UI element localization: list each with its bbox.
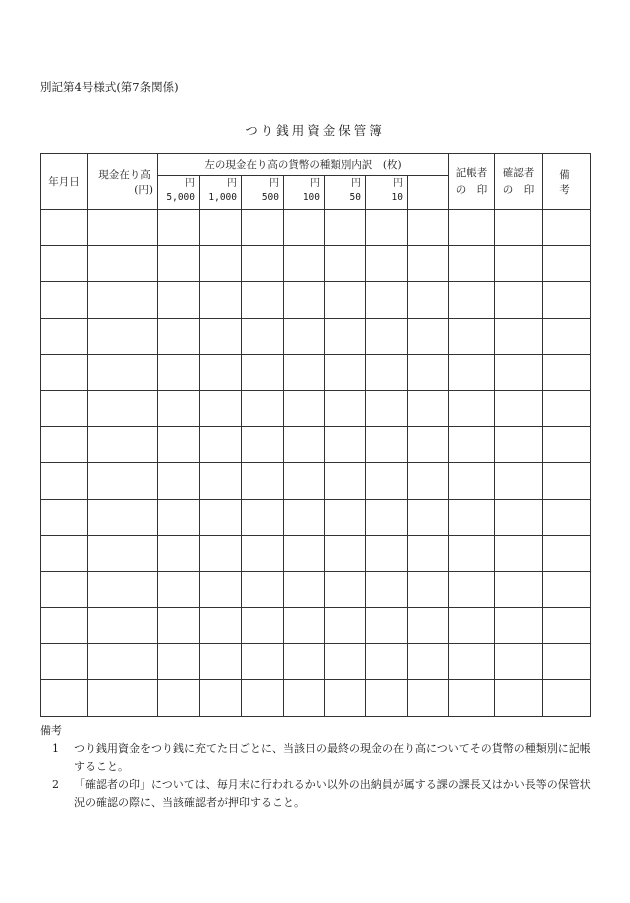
table-cell[interactable] [88, 427, 158, 463]
table-cell[interactable] [200, 644, 242, 680]
table-cell[interactable] [543, 463, 591, 499]
table-cell[interactable] [242, 390, 284, 426]
header-denomination-3 [284, 176, 325, 210]
page-title: つり銭用資金保管簿 [245, 123, 385, 138]
table-cell[interactable] [366, 318, 408, 354]
table-cell[interactable] [543, 608, 591, 644]
table-cell[interactable] [88, 354, 158, 390]
header-recorder-line2: の 印 [455, 183, 488, 196]
table-cell[interactable] [88, 499, 158, 535]
table-cell[interactable] [495, 354, 543, 390]
table-cell[interactable] [408, 282, 449, 318]
table-cell[interactable] [543, 644, 591, 680]
header-denomination-2 [242, 176, 284, 210]
table-cell[interactable] [543, 318, 591, 354]
table-cell[interactable] [242, 463, 284, 499]
table-cell[interactable] [200, 427, 242, 463]
table-cell[interactable] [366, 246, 408, 282]
table-cell[interactable] [495, 246, 543, 282]
note-text: つり銭用資金をつり銭に充てた日ごとに、当該日の最終の現金の在り高についてその貨幣の種類別に記帳すること。 [74, 742, 591, 773]
table-cell[interactable] [158, 246, 200, 282]
table-cell[interactable] [325, 644, 366, 680]
table-cell[interactable] [449, 390, 495, 426]
table-cell[interactable] [543, 499, 591, 535]
table-cell[interactable] [200, 571, 242, 607]
table-cell[interactable] [408, 246, 449, 282]
denomination-unit: 円 [227, 178, 237, 189]
table-cell[interactable] [449, 246, 495, 282]
table-cell[interactable] [495, 282, 543, 318]
table-cell[interactable] [41, 463, 88, 499]
table-cell[interactable] [242, 210, 284, 246]
table-cell[interactable] [41, 427, 88, 463]
table-cell[interactable] [88, 463, 158, 499]
header-cash-unit: (円) [134, 183, 153, 196]
table-cell[interactable] [495, 535, 543, 571]
table-cell[interactable] [200, 608, 242, 644]
table-cell[interactable] [408, 499, 449, 535]
table-cell[interactable] [200, 680, 242, 716]
header-denomination-6 [408, 176, 449, 210]
table-cell[interactable] [200, 535, 242, 571]
table-cell[interactable] [242, 680, 284, 716]
table-cell[interactable] [284, 427, 325, 463]
table-cell[interactable] [284, 644, 325, 680]
table-cell[interactable] [495, 427, 543, 463]
table-cell[interactable] [41, 390, 88, 426]
table-cell[interactable] [284, 390, 325, 426]
table-row [41, 680, 591, 716]
denomination-value: 1,000 [208, 192, 237, 203]
header-denomination-breakdown: 左の現金在り高の貨幣の種類別内訳 (枚) [158, 154, 449, 176]
table-cell[interactable] [408, 427, 449, 463]
table-row [41, 282, 591, 318]
table-cell[interactable] [242, 535, 284, 571]
table-cell[interactable] [408, 210, 449, 246]
table-cell[interactable] [41, 318, 88, 354]
table-cell[interactable] [242, 571, 284, 607]
table-cell[interactable] [200, 499, 242, 535]
table-cell[interactable] [242, 318, 284, 354]
table-cell[interactable] [325, 608, 366, 644]
denomination-unit: 円 [393, 178, 403, 189]
header-confirmer-line1: 確認者 [502, 166, 535, 179]
table-cell[interactable] [495, 571, 543, 607]
table-cell[interactable] [200, 390, 242, 426]
denomination-value: 100 [302, 192, 320, 203]
table-cell[interactable] [158, 680, 200, 716]
table-row [41, 318, 591, 354]
table-cell[interactable] [242, 246, 284, 282]
table-cell[interactable] [41, 499, 88, 535]
form-number: 別記第4号様式(第7条関係) [40, 80, 179, 94]
table-cell[interactable] [366, 390, 408, 426]
table-row [41, 427, 591, 463]
table-cell[interactable] [325, 282, 366, 318]
table-cell[interactable] [366, 210, 408, 246]
table-cell[interactable] [325, 463, 366, 499]
table-cell[interactable] [449, 644, 495, 680]
table-row [41, 210, 591, 246]
table-cell[interactable] [284, 282, 325, 318]
header-cash-label: 現金在り高 [98, 168, 151, 181]
table-cell[interactable] [242, 427, 284, 463]
table-cell[interactable] [449, 463, 495, 499]
table-cell[interactable] [449, 210, 495, 246]
table-cell[interactable] [200, 463, 242, 499]
table-cell[interactable] [325, 535, 366, 571]
table-cell[interactable] [366, 282, 408, 318]
table-cell[interactable] [408, 463, 449, 499]
table-cell[interactable] [325, 499, 366, 535]
table-cell[interactable] [242, 282, 284, 318]
table-cell[interactable] [543, 535, 591, 571]
table-cell[interactable] [366, 427, 408, 463]
table-cell[interactable] [366, 644, 408, 680]
table-cell[interactable] [200, 210, 242, 246]
note-item [40, 740, 600, 776]
table-cell[interactable] [88, 608, 158, 644]
table-cell[interactable] [158, 390, 200, 426]
table-cell[interactable] [543, 354, 591, 390]
table-cell[interactable] [408, 318, 449, 354]
table-cell[interactable] [200, 354, 242, 390]
table-cell[interactable] [41, 246, 88, 282]
table-cell[interactable] [366, 463, 408, 499]
table-cell[interactable] [325, 390, 366, 426]
table-cell[interactable] [543, 210, 591, 246]
table-cell[interactable] [495, 644, 543, 680]
table-cell[interactable] [408, 680, 449, 716]
table-cell[interactable] [449, 535, 495, 571]
denomination-value: 10 [391, 192, 403, 203]
denomination-value: 5,000 [166, 192, 195, 203]
table-cell[interactable] [88, 282, 158, 318]
table-cell[interactable] [366, 535, 408, 571]
table-row [41, 354, 591, 390]
table-cell[interactable] [284, 535, 325, 571]
table-cell[interactable] [284, 571, 325, 607]
table-cell[interactable] [408, 644, 449, 680]
table-row [41, 608, 591, 644]
table-cell[interactable] [88, 644, 158, 680]
table-row [41, 644, 591, 680]
table-cell[interactable] [41, 608, 88, 644]
table-cell[interactable] [449, 499, 495, 535]
table-cell[interactable] [495, 318, 543, 354]
table-cell[interactable] [200, 246, 242, 282]
table-cell[interactable] [242, 644, 284, 680]
table-cell[interactable] [449, 427, 495, 463]
table-cell[interactable] [543, 390, 591, 426]
table-cell[interactable] [325, 427, 366, 463]
table-cell[interactable] [41, 644, 88, 680]
table-cell[interactable] [449, 318, 495, 354]
table-cell[interactable] [543, 427, 591, 463]
table-cell[interactable] [408, 571, 449, 607]
table-row [41, 535, 591, 571]
cash-ledger-table [40, 153, 591, 717]
header-notes: 備考 [543, 154, 591, 210]
header-confirmer-seal [495, 154, 543, 210]
table-cell[interactable] [543, 680, 591, 716]
denomination-unit: 円 [185, 178, 195, 189]
table-cell[interactable] [41, 680, 88, 716]
table-cell[interactable] [408, 535, 449, 571]
table-cell[interactable] [325, 210, 366, 246]
table-cell[interactable] [449, 282, 495, 318]
table-cell[interactable] [41, 535, 88, 571]
table-cell[interactable] [543, 571, 591, 607]
table-row [41, 571, 591, 607]
denomination-unit: 円 [351, 178, 361, 189]
table-cell[interactable] [284, 608, 325, 644]
table-cell[interactable] [495, 463, 543, 499]
table-cell[interactable] [158, 571, 200, 607]
table-cell[interactable] [158, 535, 200, 571]
table-cell[interactable] [408, 608, 449, 644]
table-cell[interactable] [366, 354, 408, 390]
denomination-value: 50 [349, 192, 361, 203]
table-cell[interactable] [325, 680, 366, 716]
table-row [41, 463, 591, 499]
table-cell[interactable] [449, 354, 495, 390]
table-cell[interactable] [158, 499, 200, 535]
header-denomination-1 [200, 176, 242, 210]
table-cell[interactable] [88, 680, 158, 716]
table-cell[interactable] [495, 608, 543, 644]
table-cell[interactable] [325, 318, 366, 354]
table-cell[interactable] [543, 282, 591, 318]
header-recorder-seal [449, 154, 495, 210]
table-cell[interactable] [366, 571, 408, 607]
table-cell[interactable] [284, 318, 325, 354]
notes-heading: 備考 [40, 724, 62, 737]
notes-section [40, 722, 600, 812]
table-cell[interactable] [41, 354, 88, 390]
table-cell[interactable] [242, 499, 284, 535]
table-cell[interactable] [284, 210, 325, 246]
table-cell[interactable] [325, 246, 366, 282]
table-cell[interactable] [88, 246, 158, 282]
table-cell[interactable] [449, 571, 495, 607]
header-denomination-5 [366, 176, 408, 210]
header-recorder-line1: 記帳者 [455, 166, 488, 179]
header-cash-balance [88, 154, 158, 210]
note-number: 2 [52, 778, 59, 791]
table-cell[interactable] [284, 463, 325, 499]
table-cell[interactable] [284, 499, 325, 535]
table-cell[interactable] [200, 318, 242, 354]
table-cell[interactable] [449, 608, 495, 644]
table-cell[interactable] [284, 354, 325, 390]
table-cell[interactable] [41, 282, 88, 318]
table-cell[interactable] [449, 680, 495, 716]
table-cell[interactable] [408, 354, 449, 390]
table-cell[interactable] [88, 210, 158, 246]
denomination-unit: 円 [310, 178, 320, 189]
table-cell[interactable] [495, 680, 543, 716]
table-cell[interactable] [158, 644, 200, 680]
denomination-unit: 円 [269, 178, 279, 189]
table-cell[interactable] [158, 427, 200, 463]
table-cell[interactable] [158, 318, 200, 354]
table-cell[interactable] [495, 390, 543, 426]
table-cell[interactable] [366, 680, 408, 716]
table-cell[interactable] [88, 390, 158, 426]
denomination-value: 500 [261, 192, 279, 203]
table-row [41, 246, 591, 282]
table-cell[interactable] [325, 571, 366, 607]
table-cell[interactable] [158, 210, 200, 246]
table-cell[interactable] [88, 571, 158, 607]
table-cell[interactable] [242, 354, 284, 390]
table-cell[interactable] [495, 210, 543, 246]
table-cell[interactable] [158, 463, 200, 499]
note-number: 1 [52, 742, 59, 755]
table-cell[interactable] [242, 608, 284, 644]
table-cell[interactable] [200, 282, 242, 318]
header-date: 年月日 [41, 154, 88, 210]
table-row [41, 499, 591, 535]
table-cell[interactable] [41, 210, 88, 246]
table-cell[interactable] [284, 246, 325, 282]
table-cell[interactable] [325, 354, 366, 390]
table-cell[interactable] [88, 318, 158, 354]
table-cell[interactable] [88, 535, 158, 571]
table-cell[interactable] [366, 608, 408, 644]
table-cell[interactable] [495, 499, 543, 535]
note-item [40, 776, 600, 812]
header-confirmer-line2: の 印 [502, 183, 535, 196]
header-denomination-4 [325, 176, 366, 210]
table-row [41, 390, 591, 426]
table-cell[interactable] [41, 571, 88, 607]
table-cell[interactable] [158, 282, 200, 318]
table-cell[interactable] [366, 499, 408, 535]
table-cell[interactable] [284, 680, 325, 716]
note-text: 「確認者の印」については、毎月末に行われるかい以外の出納員が属する課の課長又はかい長等の保管状況の確認の際に、当該確認者が押印すること。 [74, 778, 591, 809]
header-denomination-0 [158, 176, 200, 210]
table-cell[interactable] [158, 608, 200, 644]
table-cell[interactable] [158, 354, 200, 390]
table-cell[interactable] [543, 246, 591, 282]
table-cell[interactable] [408, 390, 449, 426]
